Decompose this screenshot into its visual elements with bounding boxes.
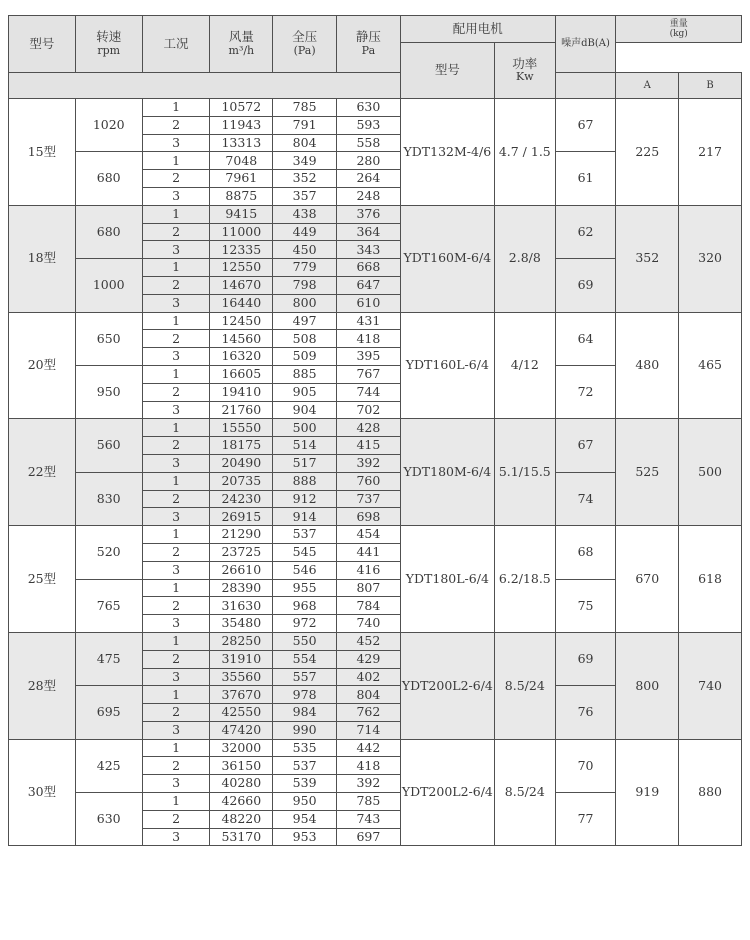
- total-pressure-cell: 508: [273, 330, 337, 348]
- noise-cell: 64: [555, 312, 616, 365]
- total-pressure-cell: 804: [273, 134, 337, 152]
- mode-cell: 3: [142, 187, 210, 205]
- table-row: [9, 526, 742, 544]
- total-pressure-cell: 912: [273, 490, 337, 508]
- speed-cell: 650: [75, 312, 142, 365]
- header-total-pressure-label: 全压: [292, 29, 318, 45]
- flow-cell: 31910: [210, 650, 273, 668]
- weight-b-cell: 217: [679, 99, 742, 206]
- mode-cell: 1: [142, 365, 210, 383]
- static-pressure-cell: 762: [337, 704, 401, 722]
- total-pressure-cell: 349: [273, 152, 337, 170]
- motor-model-cell: YDT132M-4/6: [400, 99, 494, 206]
- header-weight-a: A: [616, 73, 679, 99]
- fan-performance-table: [8, 15, 742, 846]
- mode-cell: 2: [142, 810, 210, 828]
- header-power: [494, 43, 555, 99]
- flow-cell: 35560: [210, 668, 273, 686]
- noise-cell: 69: [555, 259, 616, 312]
- mode-cell: 3: [142, 828, 210, 846]
- header-flow-label: 风量: [228, 29, 254, 45]
- flow-cell: 36150: [210, 757, 273, 775]
- total-pressure-cell: 968: [273, 597, 337, 615]
- noise-cell: 68: [555, 526, 616, 579]
- static-pressure-cell: 714: [337, 721, 401, 739]
- static-pressure-cell: 452: [337, 632, 401, 650]
- total-pressure-cell: 888: [273, 472, 337, 490]
- mode-cell: 1: [142, 419, 210, 437]
- header-speed: [75, 16, 142, 73]
- static-pressure-cell: 376: [337, 205, 401, 223]
- mode-cell: 3: [142, 401, 210, 419]
- flow-cell: 31630: [210, 597, 273, 615]
- header-motor-group: 配用电机: [400, 16, 555, 43]
- total-pressure-cell: 905: [273, 383, 337, 401]
- header-noise-spacer: [555, 73, 616, 99]
- mode-cell: 3: [142, 615, 210, 633]
- flow-cell: 23725: [210, 543, 273, 561]
- table-row: [9, 205, 742, 223]
- header-motor-model: 型号: [400, 43, 494, 99]
- total-pressure-cell: 914: [273, 508, 337, 526]
- table-header: [9, 16, 742, 99]
- flow-cell: 16440: [210, 294, 273, 312]
- static-pressure-cell: 804: [337, 686, 401, 704]
- speed-cell: 1020: [75, 99, 142, 152]
- mode-cell: 1: [142, 472, 210, 490]
- weight-b-cell: 740: [679, 632, 742, 739]
- mode-cell: 2: [142, 490, 210, 508]
- noise-cell: 76: [555, 686, 616, 739]
- flow-cell: 14670: [210, 276, 273, 294]
- motor-model-cell: YDT160M-6/4: [400, 205, 494, 312]
- static-pressure-cell: 415: [337, 437, 401, 455]
- mode-cell: 1: [142, 526, 210, 544]
- header-weight: [616, 16, 742, 43]
- header-mode: 工况: [142, 16, 210, 73]
- static-pressure-cell: 784: [337, 597, 401, 615]
- noise-cell: 69: [555, 632, 616, 685]
- noise-cell: 67: [555, 99, 616, 152]
- total-pressure-cell: 500: [273, 419, 337, 437]
- power-cell: 2.8/8: [494, 205, 555, 312]
- noise-cell: 72: [555, 365, 616, 418]
- header-flow-unit: m³/h: [228, 43, 255, 57]
- model-cell: 18型: [9, 205, 76, 312]
- total-pressure-cell: 537: [273, 757, 337, 775]
- table-body: [9, 99, 742, 846]
- speed-cell: 630: [75, 793, 142, 846]
- total-pressure-cell: 972: [273, 615, 337, 633]
- weight-a-cell: 225: [616, 99, 679, 206]
- static-pressure-cell: 364: [337, 223, 401, 241]
- flow-cell: 8875: [210, 187, 273, 205]
- total-pressure-cell: 785: [273, 99, 337, 117]
- speed-cell: 950: [75, 365, 142, 418]
- static-pressure-cell: 428: [337, 419, 401, 437]
- static-pressure-cell: 785: [337, 793, 401, 811]
- static-pressure-cell: 668: [337, 259, 401, 277]
- motor-model-cell: YDT180L-6/4: [400, 526, 494, 633]
- mode-cell: 1: [142, 686, 210, 704]
- total-pressure-cell: 546: [273, 561, 337, 579]
- speed-cell: 520: [75, 526, 142, 579]
- weight-b-cell: 618: [679, 526, 742, 633]
- mode-cell: 3: [142, 454, 210, 472]
- static-pressure-cell: 702: [337, 401, 401, 419]
- static-pressure-cell: 418: [337, 757, 401, 775]
- static-pressure-cell: 343: [337, 241, 401, 259]
- mode-cell: 2: [142, 383, 210, 401]
- total-pressure-cell: 537: [273, 526, 337, 544]
- total-pressure-cell: 984: [273, 704, 337, 722]
- speed-cell: 765: [75, 579, 142, 632]
- flow-cell: 7961: [210, 170, 273, 188]
- noise-cell: 70: [555, 739, 616, 792]
- noise-cell: 61: [555, 152, 616, 205]
- weight-b-cell: 320: [679, 205, 742, 312]
- total-pressure-cell: 438: [273, 205, 337, 223]
- total-pressure-cell: 509: [273, 348, 337, 366]
- flow-cell: 10572: [210, 99, 273, 117]
- flow-cell: 12450: [210, 312, 273, 330]
- weight-a-cell: 670: [616, 526, 679, 633]
- flow-cell: 15550: [210, 419, 273, 437]
- header-spacer: [9, 73, 401, 99]
- mode-cell: 1: [142, 312, 210, 330]
- mode-cell: 3: [142, 775, 210, 793]
- power-cell: 6.2/18.5: [494, 526, 555, 633]
- static-pressure-cell: 558: [337, 134, 401, 152]
- static-pressure-cell: 442: [337, 739, 401, 757]
- mode-cell: 1: [142, 632, 210, 650]
- static-pressure-cell: 402: [337, 668, 401, 686]
- flow-cell: 37670: [210, 686, 273, 704]
- total-pressure-cell: 450: [273, 241, 337, 259]
- mode-cell: 2: [142, 543, 210, 561]
- mode-cell: 3: [142, 668, 210, 686]
- table-row: [9, 632, 742, 650]
- table-row: [9, 739, 742, 757]
- header-total-pressure-unit: (Pa): [293, 43, 316, 57]
- mode-cell: 1: [142, 739, 210, 757]
- speed-cell: 475: [75, 632, 142, 685]
- noise-cell: 62: [555, 205, 616, 258]
- total-pressure-cell: 539: [273, 775, 337, 793]
- static-pressure-cell: 431: [337, 312, 401, 330]
- speed-cell: 1000: [75, 259, 142, 312]
- flow-cell: 40280: [210, 775, 273, 793]
- flow-cell: 13313: [210, 134, 273, 152]
- static-pressure-cell: 744: [337, 383, 401, 401]
- flow-cell: 28250: [210, 632, 273, 650]
- mode-cell: 3: [142, 294, 210, 312]
- header-power-label: 功率: [512, 55, 538, 71]
- flow-cell: 16320: [210, 348, 273, 366]
- header-speed-label: 转速: [96, 29, 122, 45]
- static-pressure-cell: 697: [337, 828, 401, 846]
- mode-cell: 2: [142, 757, 210, 775]
- total-pressure-cell: 779: [273, 259, 337, 277]
- table-row: [9, 312, 742, 330]
- flow-cell: 53170: [210, 828, 273, 846]
- noise-cell: 67: [555, 419, 616, 472]
- mode-cell: 3: [142, 348, 210, 366]
- total-pressure-cell: 497: [273, 312, 337, 330]
- header-static-pressure-label: 静压: [355, 29, 381, 45]
- weight-a-cell: 480: [616, 312, 679, 419]
- flow-cell: 11000: [210, 223, 273, 241]
- static-pressure-cell: 416: [337, 561, 401, 579]
- model-cell: 22型: [9, 419, 76, 526]
- mode-cell: 1: [142, 793, 210, 811]
- static-pressure-cell: 593: [337, 116, 401, 134]
- weight-b-cell: 880: [679, 739, 742, 846]
- power-cell: 4/12: [494, 312, 555, 419]
- static-pressure-cell: 441: [337, 543, 401, 561]
- flow-cell: 14560: [210, 330, 273, 348]
- weight-a-cell: 800: [616, 632, 679, 739]
- speed-cell: 830: [75, 472, 142, 525]
- flow-cell: 32000: [210, 739, 273, 757]
- static-pressure-cell: 610: [337, 294, 401, 312]
- static-pressure-cell: 698: [337, 508, 401, 526]
- static-pressure-cell: 418: [337, 330, 401, 348]
- static-pressure-cell: 743: [337, 810, 401, 828]
- total-pressure-cell: 791: [273, 116, 337, 134]
- header-total-pressure: [273, 16, 337, 73]
- motor-model-cell: YDT200L2-6/4: [400, 739, 494, 846]
- power-cell: 8.5/24: [494, 739, 555, 846]
- static-pressure-cell: 392: [337, 775, 401, 793]
- static-pressure-cell: 392: [337, 454, 401, 472]
- noise-cell: 77: [555, 793, 616, 846]
- mode-cell: 2: [142, 116, 210, 134]
- header-static-pressure-unit: Pa: [361, 43, 376, 57]
- header-weight-label: 重量: [669, 18, 688, 29]
- total-pressure-cell: 798: [273, 276, 337, 294]
- flow-cell: 20735: [210, 472, 273, 490]
- mode-cell: 1: [142, 152, 210, 170]
- mode-cell: 2: [142, 223, 210, 241]
- flow-cell: 35480: [210, 615, 273, 633]
- total-pressure-cell: 550: [273, 632, 337, 650]
- mode-cell: 2: [142, 650, 210, 668]
- static-pressure-cell: 807: [337, 579, 401, 597]
- flow-cell: 42550: [210, 704, 273, 722]
- total-pressure-cell: 950: [273, 793, 337, 811]
- model-cell: 28型: [9, 632, 76, 739]
- flow-cell: 26915: [210, 508, 273, 526]
- flow-cell: 19410: [210, 383, 273, 401]
- flow-cell: 26610: [210, 561, 273, 579]
- mode-cell: 3: [142, 508, 210, 526]
- static-pressure-cell: 248: [337, 187, 401, 205]
- power-cell: 5.1/15.5: [494, 419, 555, 526]
- total-pressure-cell: 357: [273, 187, 337, 205]
- mode-cell: 3: [142, 134, 210, 152]
- total-pressure-cell: 517: [273, 454, 337, 472]
- total-pressure-cell: 885: [273, 365, 337, 383]
- static-pressure-cell: 740: [337, 615, 401, 633]
- header-model: 型号: [9, 16, 76, 73]
- noise-cell: 74: [555, 472, 616, 525]
- total-pressure-cell: 978: [273, 686, 337, 704]
- speed-cell: 680: [75, 205, 142, 258]
- static-pressure-cell: 737: [337, 490, 401, 508]
- header-static-pressure: [337, 16, 401, 73]
- total-pressure-cell: 990: [273, 721, 337, 739]
- flow-cell: 21290: [210, 526, 273, 544]
- total-pressure-cell: 535: [273, 739, 337, 757]
- weight-a-cell: 352: [616, 205, 679, 312]
- total-pressure-cell: 557: [273, 668, 337, 686]
- noise-cell: 75: [555, 579, 616, 632]
- mode-cell: 2: [142, 597, 210, 615]
- mode-cell: 1: [142, 259, 210, 277]
- header-speed-unit: rpm: [97, 43, 121, 57]
- header-weight-unit: (kg): [669, 29, 688, 39]
- weight-a-cell: 525: [616, 419, 679, 526]
- power-cell: 8.5/24: [494, 632, 555, 739]
- header-power-unit: Kw: [515, 70, 534, 84]
- static-pressure-cell: 264: [337, 170, 401, 188]
- mode-cell: 2: [142, 330, 210, 348]
- speed-cell: 680: [75, 152, 142, 205]
- static-pressure-cell: 280: [337, 152, 401, 170]
- static-pressure-cell: 630: [337, 99, 401, 117]
- total-pressure-cell: 545: [273, 543, 337, 561]
- flow-cell: 18175: [210, 437, 273, 455]
- weight-b-cell: 500: [679, 419, 742, 526]
- mode-cell: 1: [142, 205, 210, 223]
- weight-b-cell: 465: [679, 312, 742, 419]
- motor-model-cell: YDT180M-6/4: [400, 419, 494, 526]
- flow-cell: 47420: [210, 721, 273, 739]
- mode-cell: 2: [142, 170, 210, 188]
- table-row: [9, 419, 742, 437]
- model-cell: 25型: [9, 526, 76, 633]
- model-cell: 20型: [9, 312, 76, 419]
- mode-cell: 1: [142, 99, 210, 117]
- header-weight-b: B: [679, 73, 742, 99]
- mode-cell: 1: [142, 579, 210, 597]
- mode-cell: 3: [142, 721, 210, 739]
- header-flow: [210, 16, 273, 73]
- static-pressure-cell: 429: [337, 650, 401, 668]
- flow-cell: 11943: [210, 116, 273, 134]
- flow-cell: 7048: [210, 152, 273, 170]
- flow-cell: 24230: [210, 490, 273, 508]
- static-pressure-cell: 647: [337, 276, 401, 294]
- table-row: [9, 99, 742, 117]
- mode-cell: 3: [142, 241, 210, 259]
- power-cell: 4.7 / 1.5: [494, 99, 555, 206]
- speed-cell: 560: [75, 419, 142, 472]
- flow-cell: 48220: [210, 810, 273, 828]
- static-pressure-cell: 395: [337, 348, 401, 366]
- static-pressure-cell: 767: [337, 365, 401, 383]
- total-pressure-cell: 514: [273, 437, 337, 455]
- mode-cell: 2: [142, 276, 210, 294]
- flow-cell: 16605: [210, 365, 273, 383]
- total-pressure-cell: 955: [273, 579, 337, 597]
- total-pressure-cell: 953: [273, 828, 337, 846]
- total-pressure-cell: 800: [273, 294, 337, 312]
- flow-cell: 42660: [210, 793, 273, 811]
- mode-cell: 2: [142, 704, 210, 722]
- motor-model-cell: YDT200L2-6/4: [400, 632, 494, 739]
- static-pressure-cell: 454: [337, 526, 401, 544]
- total-pressure-cell: 954: [273, 810, 337, 828]
- mode-cell: 2: [142, 437, 210, 455]
- flow-cell: 20490: [210, 454, 273, 472]
- flow-cell: 28390: [210, 579, 273, 597]
- mode-cell: 3: [142, 561, 210, 579]
- weight-a-cell: 919: [616, 739, 679, 846]
- total-pressure-cell: 449: [273, 223, 337, 241]
- total-pressure-cell: 904: [273, 401, 337, 419]
- flow-cell: 21760: [210, 401, 273, 419]
- speed-cell: 425: [75, 739, 142, 792]
- speed-cell: 695: [75, 686, 142, 739]
- total-pressure-cell: 352: [273, 170, 337, 188]
- model-cell: 15型: [9, 99, 76, 206]
- model-cell: 30型: [9, 739, 76, 846]
- header-noise: 噪声dB(A): [555, 16, 616, 73]
- flow-cell: 9415: [210, 205, 273, 223]
- flow-cell: 12550: [210, 259, 273, 277]
- total-pressure-cell: 554: [273, 650, 337, 668]
- flow-cell: 12335: [210, 241, 273, 259]
- static-pressure-cell: 760: [337, 472, 401, 490]
- motor-model-cell: YDT160L-6/4: [400, 312, 494, 419]
